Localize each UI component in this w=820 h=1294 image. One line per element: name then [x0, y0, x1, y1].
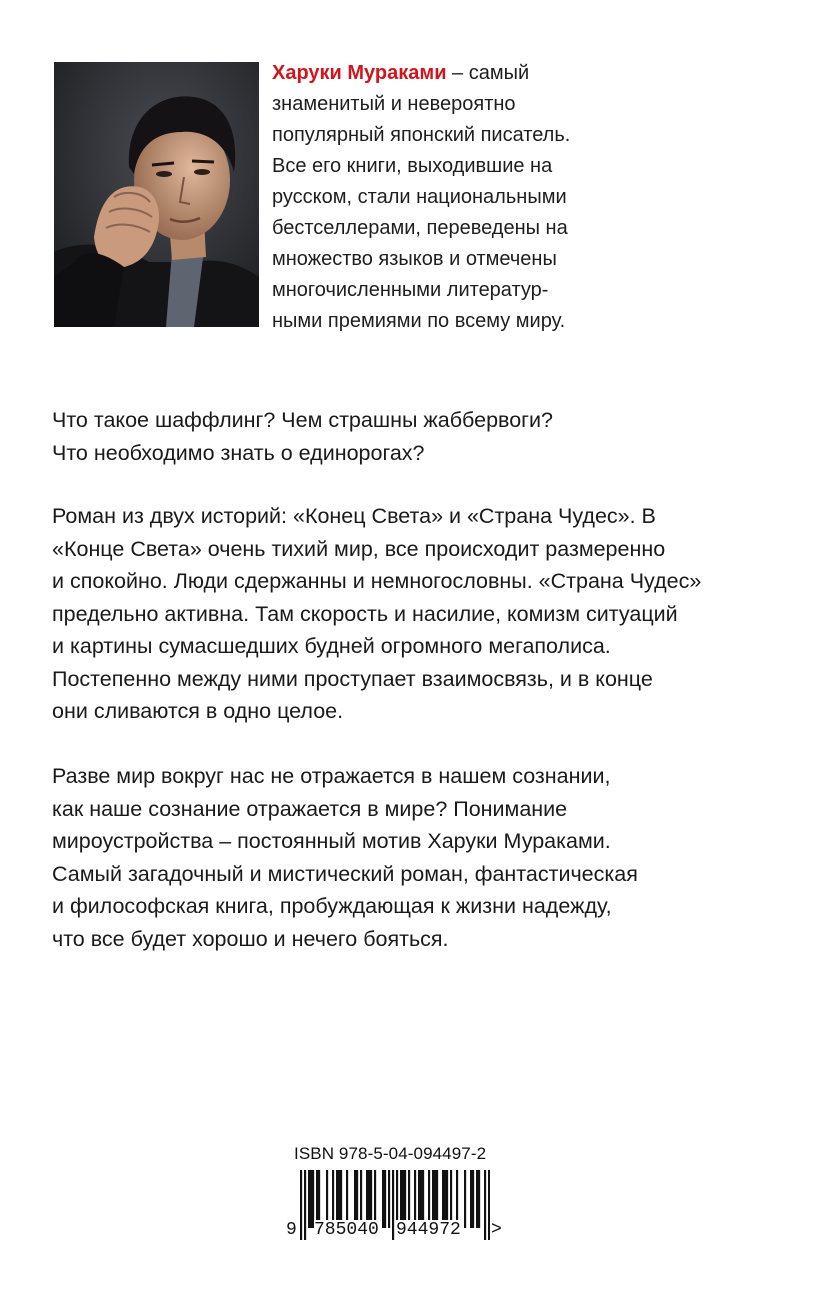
- paragraph-line: Постепенно между ними проступает взаимосвязь, и в конце: [52, 666, 653, 691]
- blurb-reflection: [52, 760, 772, 955]
- barcode-bar: [472, 1170, 474, 1228]
- bio-line: многочисленными литератур-: [272, 279, 549, 301]
- author-photo: [54, 62, 259, 327]
- barcode-bar: [382, 1170, 384, 1228]
- barcode-digits-left: 785040: [314, 1220, 379, 1240]
- bio-line: знаменитый и невероятно: [272, 93, 516, 115]
- paragraph-line: Роман из двух историй: «Конец Света» и «Страна Чудес». В: [52, 504, 656, 528]
- paragraph-line: мироустройства – постоянный мотив Харуки Мураками.: [52, 829, 611, 853]
- paragraph-line: Разве мир вокруг нас не отражается в нашем сознании,: [52, 764, 611, 788]
- bio-line: бестселлерами, переведены на: [272, 217, 568, 239]
- paragraph-line: и спокойно. Люди сдержанны и немногословны. «Страна Чудес»: [52, 569, 702, 593]
- blurb-summary: [52, 500, 772, 728]
- bio-line: множество языков и отмечены: [272, 248, 557, 270]
- isbn-label: ISBN 978-5-04-094497-2: [294, 1144, 487, 1163]
- barcode-arrow: >: [491, 1220, 502, 1240]
- barcode-digit-first: 9: [286, 1220, 297, 1240]
- bio-line: [272, 58, 612, 89]
- barcode-bar: [470, 1170, 472, 1228]
- paragraph-line: Что необходимо знать о единорогах?: [52, 440, 425, 465]
- isbn-barcode: [286, 1144, 516, 1254]
- bio-line: популярный японский писатель.: [272, 124, 571, 146]
- author-bio: [272, 58, 612, 337]
- bio-line: русском, стали национальными: [272, 186, 567, 208]
- paragraph-line: и картины сумасшедших будней огромного мегаполиса.: [52, 634, 611, 658]
- paragraph-line: как наше сознание отражается в мире? Понимание: [52, 796, 568, 821]
- bio-line: Все его книги, выходившие на: [272, 155, 553, 177]
- bio-line: ными премиями по всему миру.: [272, 310, 566, 332]
- barcode-bar: [300, 1170, 302, 1240]
- author-portrait-image: [54, 62, 259, 327]
- paragraph-line: предельно активна. Там скорость и насилие, комизм ситуаций: [52, 601, 678, 626]
- paragraph-line: Самый загадочный и мистический роман, фантастическая: [52, 861, 638, 886]
- paragraph-line: что все будет хорошо и нечего бояться.: [52, 926, 449, 951]
- barcode-bar: [484, 1170, 486, 1240]
- paragraph-line: Что такое шаффлинг? Чем страшны жаббервоги?: [52, 408, 553, 432]
- barcode-bar: [464, 1170, 466, 1228]
- barcode-bar: [478, 1170, 480, 1228]
- barcode-bar: [304, 1170, 306, 1240]
- author-name: Харуки Мураками: [272, 62, 447, 84]
- barcode-bar: [310, 1170, 312, 1228]
- barcode-bar: [308, 1170, 310, 1228]
- barcode-bar: [476, 1170, 478, 1228]
- paragraph-line: «Конце Света» очень тихий мир, все происходит размеренно: [52, 536, 666, 561]
- paragraph-line: и философская книга, пробуждающая к жизни надежду,: [52, 894, 612, 918]
- barcode-bar: [384, 1170, 386, 1228]
- barcode-digits-right: 944972: [396, 1220, 461, 1240]
- barcode-bar: [488, 1170, 490, 1240]
- bio-line-text: – самый: [446, 62, 530, 84]
- barcode-bar: [388, 1170, 390, 1228]
- barcode-bar: [392, 1170, 394, 1240]
- paragraph-line: они сливаются в одно целое.: [52, 699, 344, 723]
- blurb-questions: [52, 404, 772, 469]
